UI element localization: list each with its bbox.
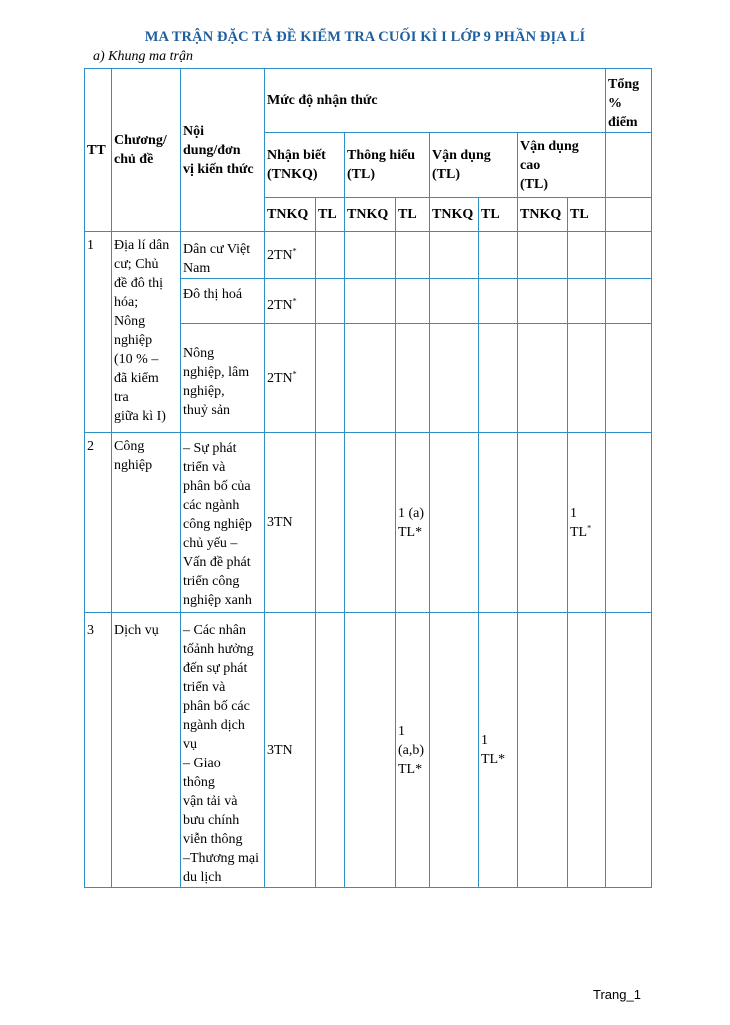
row-tt: 3 [85,613,112,888]
row-content: Đô thị hoá [181,279,265,324]
header-level-apply: Vận dụng (TL) [430,133,518,198]
sub-header: TNKQ [518,198,568,232]
cell-recognize-tnkq: 2TN* [265,279,316,324]
row-chapter: Dịch vụ [112,613,181,888]
cell-apply-high-tl: 1 TL* [568,433,606,613]
row-tt: 2 [85,433,112,613]
header-level-understand: Thông hiểu (TL) [345,133,430,198]
row-content: Nông nghiệp, lâm nghiệp, thuỷ sản [181,324,265,433]
sub-header: TL [316,198,345,232]
header-level-recognize: Nhận biết (TNKQ) [265,133,345,198]
cell-recognize-tnkq: 3TN [265,613,316,888]
cell-apply-tl: 1 TL* [479,613,518,888]
empty-cell [606,198,652,232]
sub-header: TNKQ [265,198,316,232]
page-number: Trang_1 [593,987,641,1002]
sub-header: TNKQ [345,198,396,232]
row-content: – Sự phát triển và phân bố của các ngành công nghiệp chủ yếu – Vấn đề phát triển công nghiệp xanh [181,433,265,613]
section-subtitle: a) Khung ma trận [93,49,193,64]
sub-header: TNKQ [430,198,479,232]
sub-header: TL [396,198,430,232]
cell-understand-tl: 1 (a,b) TL* [396,613,430,888]
sub-header: TL [479,198,518,232]
header-tt: TT [85,69,112,232]
cell-understand-tl: 1 (a) TL* [396,433,430,613]
cell-recognize-tnkq: 3TN [265,433,316,613]
row-chapter: Công nghiệp [112,433,181,613]
matrix-table [84,68,652,888]
header-awareness: Mức độ nhận thức [265,69,606,133]
header-content: Nội dung/đơn vị kiến thức [181,69,265,232]
row-content: – Các nhân tốảnh hưởng đến sự phát triển và phân bố các ngành dịch vụ – Giao thông vận tải và bưu chính viễn thông –Thương mại du lịch [181,613,265,888]
cell-recognize-tnkq: 2TN* [265,232,316,279]
row-tt: 1 [85,232,112,433]
row-chapter: Địa lí dân cư; Chủ đề đô thị hóa; Nông nghiệp (10 % – đã kiểm tra giữa kì I) [112,232,181,433]
sub-header: TL [568,198,606,232]
page-title: MA TRẬN ĐẶC TẢ ĐỀ KIỂM TRA CUỐI KÌ I LỚP 9 PHẦN ĐỊA LÍ [144,29,586,45]
row-content: Dân cư Việt Nam [181,232,265,279]
header-total: Tổng % điểm [606,69,652,133]
header-chapter: Chương/ chủ đề [112,69,181,232]
header-level-apply-high: Vận dụng cao (TL) [518,133,606,198]
header-total-blank [606,133,652,198]
cell-recognize-tnkq: 2TN* [265,324,316,433]
